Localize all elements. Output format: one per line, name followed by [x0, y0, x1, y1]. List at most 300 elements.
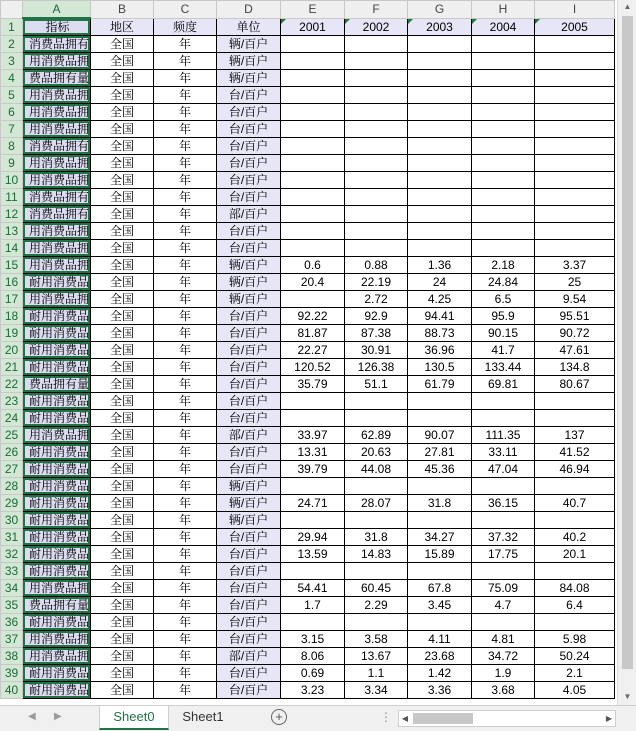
value-cell[interactable] [345, 240, 408, 257]
value-cell[interactable] [281, 121, 345, 138]
row-header[interactable]: 37 [1, 631, 23, 648]
header-cell[interactable]: 2002 [345, 18, 408, 36]
value-cell[interactable] [281, 563, 345, 580]
unit-cell[interactable]: 台/百户 [217, 223, 281, 240]
region-cell[interactable]: 全国 [91, 512, 154, 529]
value-cell[interactable]: 80.67 [535, 376, 615, 393]
region-cell[interactable]: 全国 [91, 104, 154, 121]
value-cell[interactable]: 94.41 [408, 308, 472, 325]
row-header[interactable]: 40 [1, 682, 23, 699]
indicator-cell[interactable]: 用消费品拥 [23, 257, 91, 274]
value-cell[interactable]: 34.27 [408, 529, 472, 546]
row-header[interactable]: 11 [1, 189, 23, 206]
indicator-cell[interactable]: 耐用消费品 [23, 410, 91, 427]
region-cell[interactable]: 全国 [91, 121, 154, 138]
value-cell[interactable]: 31.8 [345, 529, 408, 546]
frequency-cell[interactable]: 年 [154, 206, 217, 223]
value-cell[interactable] [281, 291, 345, 308]
value-cell[interactable]: 29.94 [281, 529, 345, 546]
region-cell[interactable]: 全国 [91, 478, 154, 495]
value-cell[interactable] [345, 393, 408, 410]
frequency-cell[interactable]: 年 [154, 478, 217, 495]
unit-cell[interactable]: 部/百户 [217, 427, 281, 444]
frequency-cell[interactable]: 年 [154, 223, 217, 240]
row-header[interactable]: 15 [1, 257, 23, 274]
column-header-c[interactable]: C [154, 1, 217, 19]
value-cell[interactable] [408, 206, 472, 223]
value-cell[interactable] [281, 206, 345, 223]
value-cell[interactable]: 24.84 [472, 274, 535, 291]
indicator-cell[interactable]: 用消费品拥 [23, 155, 91, 172]
indicator-cell[interactable]: 用消费品拥 [23, 53, 91, 70]
row-header[interactable]: 12 [1, 206, 23, 223]
value-cell[interactable]: 69.81 [472, 376, 535, 393]
region-cell[interactable]: 全国 [91, 580, 154, 597]
unit-cell[interactable]: 台/百户 [217, 682, 281, 699]
indicator-cell[interactable]: 用消费品拥 [23, 223, 91, 240]
value-cell[interactable] [472, 393, 535, 410]
indicator-cell[interactable]: 耐用消费品 [23, 274, 91, 291]
value-cell[interactable]: 87.38 [345, 325, 408, 342]
value-cell[interactable] [345, 223, 408, 240]
value-cell[interactable]: 40.7 [535, 495, 615, 512]
value-cell[interactable] [345, 189, 408, 206]
column-header-g[interactable]: G [408, 1, 472, 19]
value-cell[interactable]: 44.08 [345, 461, 408, 478]
row-header[interactable]: 6 [1, 104, 23, 121]
value-cell[interactable]: 13.67 [345, 648, 408, 665]
column-header-e[interactable]: E [281, 1, 345, 19]
frequency-cell[interactable]: 年 [154, 648, 217, 665]
frequency-cell[interactable]: 年 [154, 53, 217, 70]
value-cell[interactable]: 24 [408, 274, 472, 291]
value-cell[interactable]: 6.5 [472, 291, 535, 308]
row-header[interactable]: 9 [1, 155, 23, 172]
value-cell[interactable] [408, 189, 472, 206]
value-cell[interactable]: 3.58 [345, 631, 408, 648]
row-header[interactable]: 24 [1, 410, 23, 427]
value-cell[interactable] [281, 53, 345, 70]
row-header[interactable]: 30 [1, 512, 23, 529]
value-cell[interactable]: 3.45 [408, 597, 472, 614]
header-cell[interactable]: 单位 [217, 18, 281, 36]
value-cell[interactable]: 0.88 [345, 257, 408, 274]
indicator-cell[interactable]: 消费品拥有 [23, 36, 91, 53]
row-header[interactable]: 5 [1, 87, 23, 104]
indicator-cell[interactable]: 消费品拥有 [23, 138, 91, 155]
region-cell[interactable]: 全国 [91, 70, 154, 87]
value-cell[interactable]: 33.97 [281, 427, 345, 444]
horizontal-scroll-thumb[interactable] [413, 713, 473, 724]
frequency-cell[interactable]: 年 [154, 410, 217, 427]
indicator-cell[interactable]: 耐用消费品 [23, 529, 91, 546]
indicator-cell[interactable]: 耐用消费品 [23, 359, 91, 376]
region-cell[interactable]: 全国 [91, 138, 154, 155]
frequency-cell[interactable]: 年 [154, 631, 217, 648]
region-cell[interactable]: 全国 [91, 87, 154, 104]
value-cell[interactable] [345, 563, 408, 580]
region-cell[interactable]: 全国 [91, 223, 154, 240]
value-cell[interactable]: 62.89 [345, 427, 408, 444]
region-cell[interactable]: 全国 [91, 325, 154, 342]
value-cell[interactable]: 90.72 [535, 325, 615, 342]
row-header[interactable]: 33 [1, 563, 23, 580]
row-header[interactable]: 1 [1, 18, 23, 36]
value-cell[interactable] [472, 36, 535, 53]
value-cell[interactable]: 3.68 [472, 682, 535, 699]
unit-cell[interactable]: 台/百户 [217, 138, 281, 155]
unit-cell[interactable]: 台/百户 [217, 461, 281, 478]
value-cell[interactable]: 20.1 [535, 546, 615, 563]
region-cell[interactable]: 全国 [91, 597, 154, 614]
value-cell[interactable] [535, 563, 615, 580]
value-cell[interactable]: 40.2 [535, 529, 615, 546]
region-cell[interactable]: 全国 [91, 308, 154, 325]
value-cell[interactable]: 50.24 [535, 648, 615, 665]
value-cell[interactable] [408, 36, 472, 53]
value-cell[interactable]: 51.1 [345, 376, 408, 393]
frequency-cell[interactable]: 年 [154, 172, 217, 189]
row-header[interactable]: 38 [1, 648, 23, 665]
value-cell[interactable]: 0.6 [281, 257, 345, 274]
value-cell[interactable]: 81.87 [281, 325, 345, 342]
value-cell[interactable] [281, 155, 345, 172]
region-cell[interactable]: 全国 [91, 359, 154, 376]
row-header[interactable]: 14 [1, 240, 23, 257]
value-cell[interactable]: 90.15 [472, 325, 535, 342]
indicator-cell[interactable]: 消费品拥有 [23, 189, 91, 206]
sheet-tab-sheet0[interactable]: Sheet0 [99, 706, 169, 730]
value-cell[interactable] [535, 104, 615, 121]
row-header[interactable]: 20 [1, 342, 23, 359]
unit-cell[interactable]: 台/百户 [217, 410, 281, 427]
sheet-tab-sheet1[interactable]: Sheet1 [182, 709, 224, 724]
value-cell[interactable]: 13.31 [281, 444, 345, 461]
value-cell[interactable] [472, 410, 535, 427]
value-cell[interactable] [345, 121, 408, 138]
header-cell[interactable]: 频度 [154, 18, 217, 36]
value-cell[interactable]: 4.25 [408, 291, 472, 308]
unit-cell[interactable]: 台/百户 [217, 563, 281, 580]
indicator-cell[interactable]: 用消费品拥 [23, 121, 91, 138]
indicator-cell[interactable]: 耐用消费品 [23, 342, 91, 359]
value-cell[interactable] [281, 393, 345, 410]
value-cell[interactable] [408, 393, 472, 410]
indicator-cell[interactable]: 费品拥有量 [23, 376, 91, 393]
frequency-cell[interactable]: 年 [154, 257, 217, 274]
value-cell[interactable] [408, 53, 472, 70]
value-cell[interactable]: 45.36 [408, 461, 472, 478]
value-cell[interactable] [472, 563, 535, 580]
indicator-cell[interactable]: 耐用消费品 [23, 682, 91, 699]
value-cell[interactable] [281, 478, 345, 495]
frequency-cell[interactable]: 年 [154, 665, 217, 682]
value-cell[interactable]: 0.69 [281, 665, 345, 682]
frequency-cell[interactable]: 年 [154, 104, 217, 121]
unit-cell[interactable]: 台/百户 [217, 580, 281, 597]
header-cell[interactable]: 地区 [91, 18, 154, 36]
unit-cell[interactable]: 辆/百户 [217, 274, 281, 291]
row-header[interactable]: 16 [1, 274, 23, 291]
value-cell[interactable]: 134.8 [535, 359, 615, 376]
value-cell[interactable] [408, 155, 472, 172]
unit-cell[interactable]: 台/百户 [217, 189, 281, 206]
value-cell[interactable] [281, 223, 345, 240]
unit-cell[interactable]: 台/百户 [217, 121, 281, 138]
region-cell[interactable]: 全国 [91, 427, 154, 444]
region-cell[interactable]: 全国 [91, 563, 154, 580]
value-cell[interactable]: 1.42 [408, 665, 472, 682]
indicator-cell[interactable]: 耐用消费品 [23, 495, 91, 512]
indicator-cell[interactable]: 耐用消费品 [23, 325, 91, 342]
value-cell[interactable] [472, 87, 535, 104]
value-cell[interactable]: 46.94 [535, 461, 615, 478]
region-cell[interactable]: 全国 [91, 444, 154, 461]
value-cell[interactable]: 4.7 [472, 597, 535, 614]
value-cell[interactable] [345, 172, 408, 189]
frequency-cell[interactable]: 年 [154, 325, 217, 342]
indicator-cell[interactable]: 费品拥有量 [23, 597, 91, 614]
value-cell[interactable]: 3.34 [345, 682, 408, 699]
frequency-cell[interactable]: 年 [154, 359, 217, 376]
indicator-cell[interactable]: 费品拥有量 [23, 70, 91, 87]
region-cell[interactable]: 全国 [91, 631, 154, 648]
chevron-right-icon[interactable]: ▶ [54, 711, 62, 722]
value-cell[interactable]: 120.52 [281, 359, 345, 376]
value-cell[interactable] [408, 563, 472, 580]
unit-cell[interactable]: 台/百户 [217, 342, 281, 359]
indicator-cell[interactable]: 用消费品拥 [23, 580, 91, 597]
row-header[interactable]: 7 [1, 121, 23, 138]
value-cell[interactable]: 126.38 [345, 359, 408, 376]
value-cell[interactable] [345, 512, 408, 529]
scroll-down-icon[interactable]: ▼ [623, 692, 632, 701]
value-cell[interactable] [345, 104, 408, 121]
value-cell[interactable] [408, 172, 472, 189]
value-cell[interactable] [408, 87, 472, 104]
value-cell[interactable] [281, 104, 345, 121]
row-header[interactable]: 28 [1, 478, 23, 495]
value-cell[interactable]: 37.32 [472, 529, 535, 546]
indicator-cell[interactable]: 用消费品拥 [23, 240, 91, 257]
frequency-cell[interactable]: 年 [154, 274, 217, 291]
value-cell[interactable] [472, 189, 535, 206]
value-cell[interactable] [472, 223, 535, 240]
indicator-cell[interactable]: 用消费品拥 [23, 631, 91, 648]
indicator-cell[interactable]: 耐用消费品 [23, 308, 91, 325]
value-cell[interactable]: 28.07 [345, 495, 408, 512]
frequency-cell[interactable]: 年 [154, 291, 217, 308]
value-cell[interactable] [535, 172, 615, 189]
region-cell[interactable]: 全国 [91, 240, 154, 257]
horizontal-scrollbar[interactable] [398, 710, 616, 727]
unit-cell[interactable]: 辆/百户 [217, 53, 281, 70]
unit-cell[interactable]: 辆/百户 [217, 70, 281, 87]
value-cell[interactable] [345, 478, 408, 495]
indicator-cell[interactable]: 用消费品拥 [23, 291, 91, 308]
ellipsis-icon[interactable]: ⋮ [380, 710, 392, 724]
value-cell[interactable] [535, 138, 615, 155]
row-header[interactable]: 36 [1, 614, 23, 631]
row-header[interactable]: 13 [1, 223, 23, 240]
value-cell[interactable]: 1.9 [472, 665, 535, 682]
unit-cell[interactable]: 台/百户 [217, 172, 281, 189]
column-header-i[interactable]: I [535, 1, 615, 19]
value-cell[interactable]: 47.04 [472, 461, 535, 478]
value-cell[interactable]: 1.1 [345, 665, 408, 682]
value-cell[interactable]: 75.09 [472, 580, 535, 597]
row-header[interactable]: 39 [1, 665, 23, 682]
value-cell[interactable] [345, 206, 408, 223]
region-cell[interactable]: 全国 [91, 461, 154, 478]
frequency-cell[interactable]: 年 [154, 614, 217, 631]
row-header[interactable]: 4 [1, 70, 23, 87]
value-cell[interactable]: 137 [535, 427, 615, 444]
value-cell[interactable]: 20.4 [281, 274, 345, 291]
value-cell[interactable] [472, 206, 535, 223]
value-cell[interactable] [472, 53, 535, 70]
region-cell[interactable]: 全国 [91, 665, 154, 682]
value-cell[interactable]: 20.63 [345, 444, 408, 461]
indicator-cell[interactable]: 用消费品拥 [23, 172, 91, 189]
unit-cell[interactable]: 台/百户 [217, 393, 281, 410]
value-cell[interactable] [472, 155, 535, 172]
indicator-cell[interactable]: 用消费品拥 [23, 648, 91, 665]
value-cell[interactable] [535, 70, 615, 87]
value-cell[interactable]: 6.4 [535, 597, 615, 614]
frequency-cell[interactable]: 年 [154, 444, 217, 461]
region-cell[interactable]: 全国 [91, 189, 154, 206]
value-cell[interactable]: 4.05 [535, 682, 615, 699]
frequency-cell[interactable]: 年 [154, 189, 217, 206]
value-cell[interactable]: 111.35 [472, 427, 535, 444]
value-cell[interactable] [472, 512, 535, 529]
value-cell[interactable]: 67.8 [408, 580, 472, 597]
value-cell[interactable] [408, 121, 472, 138]
frequency-cell[interactable]: 年 [154, 36, 217, 53]
value-cell[interactable] [535, 614, 615, 631]
value-cell[interactable] [408, 104, 472, 121]
row-header[interactable]: 19 [1, 325, 23, 342]
region-cell[interactable]: 全国 [91, 342, 154, 359]
value-cell[interactable] [472, 70, 535, 87]
value-cell[interactable] [535, 121, 615, 138]
frequency-cell[interactable]: 年 [154, 546, 217, 563]
frequency-cell[interactable]: 年 [154, 138, 217, 155]
region-cell[interactable]: 全国 [91, 206, 154, 223]
value-cell[interactable]: 34.72 [472, 648, 535, 665]
indicator-cell[interactable]: 耐用消费品 [23, 461, 91, 478]
region-cell[interactable]: 全国 [91, 614, 154, 631]
row-header[interactable]: 22 [1, 376, 23, 393]
value-cell[interactable] [472, 172, 535, 189]
value-cell[interactable]: 88.73 [408, 325, 472, 342]
unit-cell[interactable]: 台/百户 [217, 104, 281, 121]
value-cell[interactable]: 30.91 [345, 342, 408, 359]
column-header-b[interactable]: B [91, 1, 154, 19]
scroll-right-icon[interactable]: ▶ [605, 714, 613, 723]
region-cell[interactable]: 全国 [91, 495, 154, 512]
indicator-cell[interactable]: 耐用消费品 [23, 478, 91, 495]
unit-cell[interactable]: 台/百户 [217, 325, 281, 342]
frequency-cell[interactable]: 年 [154, 512, 217, 529]
value-cell[interactable] [345, 53, 408, 70]
value-cell[interactable] [535, 155, 615, 172]
value-cell[interactable]: 41.7 [472, 342, 535, 359]
value-cell[interactable]: 35.79 [281, 376, 345, 393]
value-cell[interactable] [535, 240, 615, 257]
value-cell[interactable] [345, 70, 408, 87]
row-header[interactable]: 10 [1, 172, 23, 189]
value-cell[interactable] [535, 87, 615, 104]
region-cell[interactable]: 全国 [91, 376, 154, 393]
value-cell[interactable] [281, 70, 345, 87]
region-cell[interactable]: 全国 [91, 172, 154, 189]
value-cell[interactable] [535, 512, 615, 529]
value-cell[interactable] [535, 478, 615, 495]
unit-cell[interactable]: 辆/百户 [217, 291, 281, 308]
value-cell[interactable] [535, 36, 615, 53]
unit-cell[interactable]: 台/百户 [217, 240, 281, 257]
indicator-cell[interactable]: 耐用消费品 [23, 563, 91, 580]
row-header[interactable]: 21 [1, 359, 23, 376]
header-cell[interactable]: 2001 [281, 18, 345, 36]
unit-cell[interactable]: 辆/百户 [217, 36, 281, 53]
vertical-scrollbar[interactable] [617, 0, 636, 705]
indicator-cell[interactable]: 用消费品拥 [23, 104, 91, 121]
plus-circle-icon[interactable]: + [271, 709, 287, 725]
value-cell[interactable]: 130.5 [408, 359, 472, 376]
row-header[interactable]: 23 [1, 393, 23, 410]
region-cell[interactable]: 全国 [91, 529, 154, 546]
unit-cell[interactable]: 台/百户 [217, 155, 281, 172]
value-cell[interactable]: 36.15 [472, 495, 535, 512]
indicator-cell[interactable]: 耐用消费品 [23, 546, 91, 563]
frequency-cell[interactable]: 年 [154, 461, 217, 478]
value-cell[interactable]: 2.1 [535, 665, 615, 682]
value-cell[interactable] [472, 240, 535, 257]
value-cell[interactable]: 92.9 [345, 308, 408, 325]
column-header-f[interactable]: F [345, 1, 408, 19]
value-cell[interactable]: 14.83 [345, 546, 408, 563]
region-cell[interactable]: 全国 [91, 410, 154, 427]
indicator-cell[interactable]: 耐用消费品 [23, 665, 91, 682]
value-cell[interactable] [281, 614, 345, 631]
chevron-left-icon[interactable]: ◀ [28, 711, 36, 722]
unit-cell[interactable]: 台/百户 [217, 529, 281, 546]
value-cell[interactable] [345, 410, 408, 427]
row-header[interactable]: 35 [1, 597, 23, 614]
value-cell[interactable]: 133.44 [472, 359, 535, 376]
value-cell[interactable]: 23.68 [408, 648, 472, 665]
value-cell[interactable]: 2.18 [472, 257, 535, 274]
frequency-cell[interactable]: 年 [154, 597, 217, 614]
value-cell[interactable] [281, 36, 345, 53]
value-cell[interactable]: 54.41 [281, 580, 345, 597]
value-cell[interactable]: 24.71 [281, 495, 345, 512]
indicator-cell[interactable]: 耐用消费品 [23, 512, 91, 529]
value-cell[interactable]: 33.11 [472, 444, 535, 461]
value-cell[interactable] [472, 121, 535, 138]
value-cell[interactable]: 15.89 [408, 546, 472, 563]
row-header[interactable]: 3 [1, 53, 23, 70]
value-cell[interactable]: 47.61 [535, 342, 615, 359]
unit-cell[interactable]: 辆/百户 [217, 257, 281, 274]
frequency-cell[interactable]: 年 [154, 308, 217, 325]
value-cell[interactable]: 3.15 [281, 631, 345, 648]
frequency-cell[interactable]: 年 [154, 70, 217, 87]
value-cell[interactable]: 25 [535, 274, 615, 291]
